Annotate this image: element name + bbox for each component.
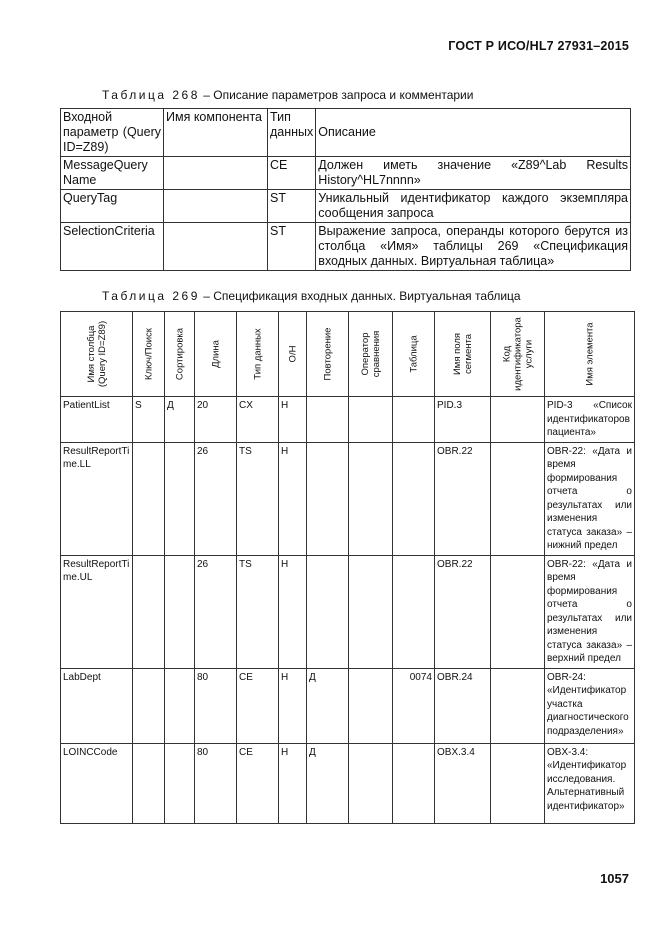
type-cell: CE — [237, 668, 279, 743]
table-row — [61, 743, 635, 823]
key-cell: S — [133, 397, 165, 443]
type-cell: ST — [268, 190, 316, 223]
repeat-cell: Д — [307, 743, 349, 823]
description-cell: Уникальный идентификатор каждого экземпляра сообщения запроса — [316, 190, 631, 223]
table-268 — [60, 108, 631, 271]
type-cell: CE — [237, 743, 279, 823]
length-cell: 20 — [195, 397, 237, 443]
column-header-description: Описание — [316, 109, 631, 157]
key-cell — [133, 555, 165, 668]
name-cell: LabDept — [61, 668, 133, 743]
element-cell: PID-3 «Список идентификаторов пациента» — [545, 397, 635, 443]
table-row — [61, 190, 631, 223]
sort-cell — [165, 668, 195, 743]
table-cell — [393, 442, 435, 555]
column-header-name: Имя столбца (Query ID=Z89) — [61, 312, 133, 397]
table-cell — [393, 743, 435, 823]
name-cell: ResultReportTime.LL — [61, 442, 133, 555]
length-cell: 26 — [195, 442, 237, 555]
operator-cell — [349, 442, 393, 555]
length-cell: 80 — [195, 743, 237, 823]
table-268-caption-prefix: Таблица 268 — [102, 88, 200, 102]
table-269 — [60, 311, 635, 824]
table-row — [61, 555, 635, 668]
field-cell: OBX.3.4 — [435, 743, 491, 823]
sort-cell — [165, 555, 195, 668]
column-header-length: Длина — [195, 312, 237, 397]
type-cell: TS — [237, 555, 279, 668]
param-cell: QueryTag — [61, 190, 164, 223]
table-269-caption — [102, 289, 521, 303]
service-code-cell — [491, 397, 545, 443]
type-cell: TS — [237, 442, 279, 555]
key-cell — [133, 668, 165, 743]
column-header-type: Тип данных — [268, 109, 316, 157]
key-cell — [133, 442, 165, 555]
column-header-sort: Сортировка — [165, 312, 195, 397]
length-cell: 26 — [195, 555, 237, 668]
operator-cell — [349, 668, 393, 743]
repeat-cell — [307, 397, 349, 443]
repeat-cell — [307, 555, 349, 668]
table-269-caption-prefix: Таблица 269 — [102, 289, 200, 303]
param-cell: MessageQuery Name — [61, 157, 164, 190]
table-row — [61, 157, 631, 190]
table-row — [61, 397, 635, 443]
element-cell: OBR-22: «Дата и время формирования отчета о результатах или изменения статуса заказа» – нижний предел — [545, 442, 635, 555]
column-header-repeat: Повторение — [307, 312, 349, 397]
on-cell: Н — [279, 743, 307, 823]
operator-cell — [349, 743, 393, 823]
column-header-field: Имя поля сегмента — [435, 312, 491, 397]
table-268-caption-rest: – Описание параметров запроса и комментарии — [203, 88, 474, 102]
length-cell: 80 — [195, 668, 237, 743]
type-cell: CX — [237, 397, 279, 443]
element-cell: OBX-3.4: «Идентификатор исследования. Альтернативный идентификатор» — [545, 743, 635, 823]
table-row — [61, 223, 631, 271]
operator-cell — [349, 555, 393, 668]
on-cell: Н — [279, 442, 307, 555]
table-269-caption-rest: – Спецификация входных данных. Виртуальная таблица — [203, 289, 521, 303]
element-cell: OBR-24: «Идентификатор участка диагностического подразделения» — [545, 668, 635, 743]
sort-cell — [165, 743, 195, 823]
column-header-operator: Оператор сравнения — [349, 312, 393, 397]
page-number: 1057 — [600, 871, 629, 886]
on-cell: Н — [279, 555, 307, 668]
document-header: ГОСТ Р ИСО/HL7 27931–2015 — [448, 39, 629, 53]
table-268-caption — [102, 88, 473, 102]
element-cell: OBR-22: «Дата и время формирования отчета о результатах или изменения статуса заказа» – верхний предел — [545, 555, 635, 668]
service-code-cell — [491, 555, 545, 668]
key-cell — [133, 743, 165, 823]
name-cell: ResultReportTime.UL — [61, 555, 133, 668]
field-cell: OBR.22 — [435, 442, 491, 555]
component-cell — [164, 223, 268, 271]
column-header-component: Имя компонента — [164, 109, 268, 157]
component-cell — [164, 157, 268, 190]
param-cell: SelectionCriteria — [61, 223, 164, 271]
component-cell — [164, 190, 268, 223]
sort-cell: Д — [165, 397, 195, 443]
service-code-cell — [491, 442, 545, 555]
description-cell: Выражение запроса, операнды которого берутся из столбца «Имя» таблицы 269 «Спецификация входных данных. Виртуальная таблица» — [316, 223, 631, 271]
sort-cell — [165, 442, 195, 555]
name-cell: LOINCCode — [61, 743, 133, 823]
repeat-cell: Д — [307, 668, 349, 743]
description-cell: Должен иметь значение «Z89^Lab Results History^HL7nnnn» — [316, 157, 631, 190]
table-268-header-row — [61, 109, 631, 157]
field-cell: PID.3 — [435, 397, 491, 443]
column-header-on: О/Н — [279, 312, 307, 397]
field-cell: OBR.22 — [435, 555, 491, 668]
field-cell: OBR.24 — [435, 668, 491, 743]
column-header-key: Ключ/Поиск — [133, 312, 165, 397]
column-header-service-code: Код идентификатора услуги — [491, 312, 545, 397]
type-cell: CE — [268, 157, 316, 190]
table-row — [61, 442, 635, 555]
table-row — [61, 668, 635, 743]
service-code-cell — [491, 743, 545, 823]
repeat-cell — [307, 442, 349, 555]
table-cell — [393, 555, 435, 668]
column-header-type: Тип данных — [237, 312, 279, 397]
column-header-table: Таблица — [393, 312, 435, 397]
column-header-element: Имя элемента — [545, 312, 635, 397]
column-header-param: Входной параметр (Query ID=Z89) — [61, 109, 164, 157]
type-cell: ST — [268, 223, 316, 271]
on-cell: Н — [279, 668, 307, 743]
table-269-header-row — [61, 312, 635, 397]
table-cell — [393, 397, 435, 443]
table-cell: 0074 — [393, 668, 435, 743]
operator-cell — [349, 397, 393, 443]
on-cell: Н — [279, 397, 307, 443]
service-code-cell — [491, 668, 545, 743]
name-cell: PatientList — [61, 397, 133, 443]
